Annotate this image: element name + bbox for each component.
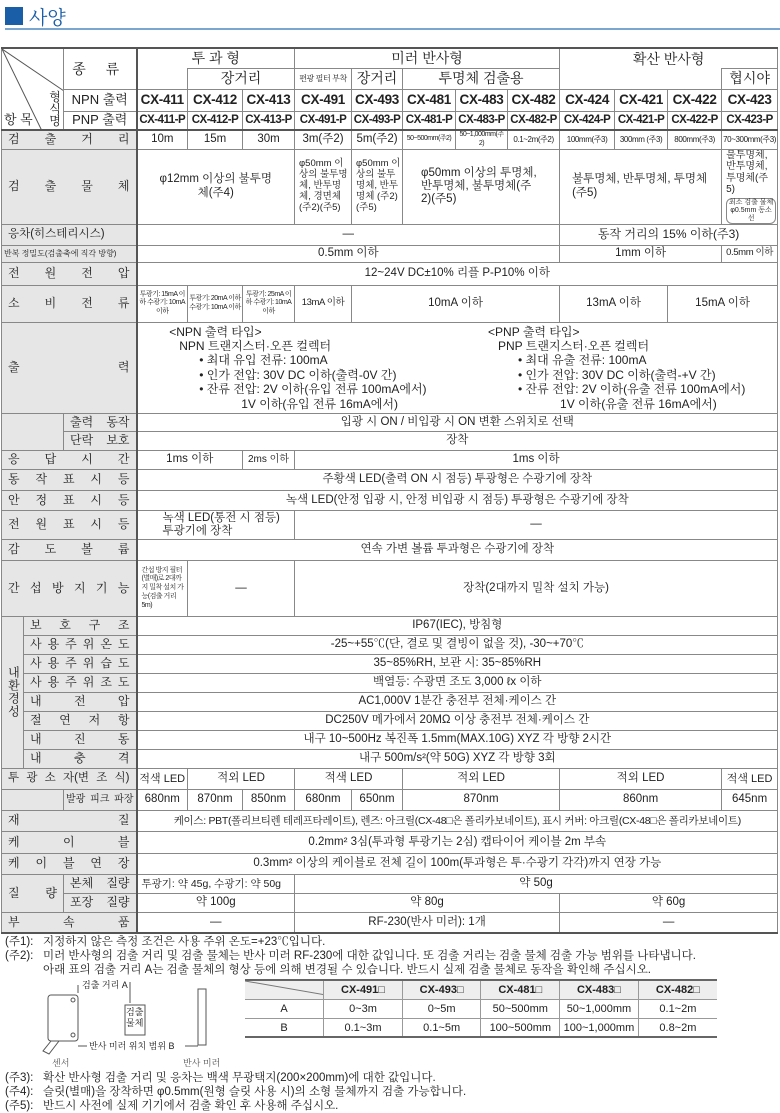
col-header: CX-483□	[560, 980, 639, 999]
spec-value: —	[137, 912, 295, 933]
object-label: 검출 물체	[126, 1007, 144, 1029]
npn-model: CX-411	[137, 89, 188, 111]
spec-value: φ50mm 이상의 투명체, 반투명체, 불투명체(주2)(주5)	[403, 149, 560, 224]
output-line: 1V 이하(유입 전류 16mA에서)	[241, 396, 398, 411]
empty-cell	[560, 68, 722, 89]
note-1	[5, 935, 778, 949]
spec-value: 13mA 이하	[560, 285, 668, 322]
note-text: 반드시 사전에 실제 기기에서 검출 확인 후 사용해 주십시오.	[43, 1100, 339, 1113]
pnp-model: CX-481-P	[403, 111, 456, 130]
row-label: 사 용 주 위 온 도	[24, 635, 137, 654]
output-line: • 인가 전압: 30V DC 이하(출력-+V 간)	[518, 367, 716, 382]
title-text: 사양	[29, 7, 66, 29]
spec-value: —	[295, 510, 778, 539]
corner-cell	[245, 980, 324, 999]
npn-model: CX-423	[722, 89, 778, 111]
label-spacer	[2, 413, 64, 450]
row-label: 전 원 전 압	[2, 262, 137, 285]
spec-value: IP67(IEC), 방침형	[137, 616, 778, 635]
spec-value: 약 100g	[137, 893, 295, 912]
npn-model: CX-422	[668, 89, 722, 111]
row-label: 단락 보호	[64, 431, 137, 450]
spec-value: 약 60g	[560, 893, 778, 912]
spec-value: 0.3mm² 이상의 케이블로 전체 길이 100m(투과형은 투·수광기 각각)까지 연장 가능	[137, 853, 778, 874]
spec-value: φ50mm 이상의 불투명체, 반투명체, 경면체 (주2)(주5)	[295, 149, 352, 224]
npn-model: CX-412	[188, 89, 243, 111]
note-2	[5, 949, 778, 977]
spec-value: 녹색 LED(통전 시 점등) 투광기에 장착	[137, 510, 295, 539]
spec-value: 850nm	[243, 789, 295, 810]
group-diffuse: 확산 반사형	[560, 48, 778, 68]
spec-value: 35~85%RH, 보관 시: 35~85%RH	[137, 654, 778, 673]
subgroup-transparent: 투명체 검출용	[403, 68, 560, 89]
npn-model: CX-413	[243, 89, 295, 111]
spec-value: 간섭 방지 필터(별매)로 2대까지 밀착 설치 가능(검출 거리 5m)	[137, 560, 188, 616]
pnp-model: CX-422-P	[668, 111, 722, 130]
spec-value: 적색 LED	[722, 768, 778, 789]
row-header: A	[245, 999, 324, 1018]
spec-value: 적외 LED	[188, 768, 295, 789]
spec-value: φ50mm 이상의 불투명체, 반투명체 (주2)(주5)	[352, 149, 403, 224]
cell: 0~5m	[402, 999, 481, 1018]
col-header: CX-491□	[324, 980, 403, 999]
spec-value: 0.2mm² 3심(투과형 투광기는 2심) 캡타이어 케이블 2m 부속	[137, 831, 778, 853]
cell: 0.1~5m	[402, 1018, 481, 1037]
output-line: <NPN 출력 타입>	[169, 324, 262, 339]
note-key: (주5):	[5, 1100, 34, 1113]
spec-value: 2ms 이하	[243, 450, 295, 469]
spec-value: 연속 가변 볼륨 투과형은 수광기에 장착	[137, 539, 778, 560]
output-line: 1V 이하(유출 전류 16mA에서)	[560, 396, 717, 411]
min-object-note: 최소 검출 물체 φ0.5mm 동소선	[726, 198, 776, 224]
spec-value: 불투명체, 반투명체, 투명체 (주5)	[560, 149, 722, 224]
spec-value: 내구 10~500Hz 복진폭 1.5mm(MAX.10G) XYZ 각 방향 2시간	[137, 730, 778, 749]
spec-value: 1ms 이하	[137, 450, 243, 469]
spec-value: 13mA 이하	[295, 285, 352, 322]
spec-value: 5m(주2)	[352, 130, 403, 149]
row-label: 감 도 볼 륨	[2, 539, 137, 560]
spec-value: —	[137, 224, 560, 245]
pnp-model: CX-424-P	[560, 111, 615, 130]
spec-value: 650nm	[352, 789, 403, 810]
row-label: 동 작 표 시 등	[2, 469, 137, 490]
spec-value	[722, 149, 778, 224]
header-corner	[2, 48, 64, 130]
mirror-diagram	[35, 979, 235, 1071]
subgroup-long-range-mirror: 장거리	[352, 68, 403, 89]
row-label: 출 력	[2, 322, 137, 413]
pnp-output-block	[488, 325, 745, 411]
output-line: • 인가 전압: 30V DC 이하(출력-0V 간)	[199, 367, 397, 382]
spec-value: 약 80g	[295, 893, 560, 912]
note-3	[5, 1071, 778, 1085]
spec-value: 장착	[137, 431, 778, 450]
spec-value: 백열등: 수광면 조도 3,000 ℓx 이하	[137, 673, 778, 692]
figure-row	[1, 979, 778, 1071]
empty-cell	[137, 68, 188, 89]
distance-a-label: 검출 거리 A	[82, 980, 128, 991]
row-label: 간 섭 방 지 기 능	[2, 560, 137, 616]
note-key: (주2):	[5, 950, 34, 963]
row-label: 출력 동작	[64, 413, 137, 431]
subgroup-long-range: 장거리	[188, 68, 295, 89]
output-line: NPN 트랜지스터·오픈 컬렉터	[179, 339, 332, 354]
col-header: CX-482□	[638, 980, 717, 999]
npn-model: CX-491	[295, 89, 352, 111]
spec-value: 적색 LED	[137, 768, 188, 789]
pnp-label: PNP 출력	[64, 111, 137, 130]
row-label: 검 출 거 리	[2, 130, 137, 149]
spec-value: 녹색 LED(안정 입광 시, 안정 비입광 시 점등) 투광형은 수광기에 장착	[137, 490, 778, 510]
spec-value: 860nm	[560, 789, 722, 810]
npn-model: CX-481	[403, 89, 456, 111]
row-label: 사 용 주 위 습 도	[24, 654, 137, 673]
row-label: 보 호 구 조	[24, 616, 137, 635]
output-line: • 최대 유출 전류: 100mA	[518, 353, 647, 368]
spec-value: 내구 500m/s²(약 50G) XYZ 각 방향 3회	[137, 749, 778, 768]
npn-model: CX-424	[560, 89, 615, 111]
corner-diagonal	[245, 981, 323, 1000]
row-label: 안 정 표 시 등	[2, 490, 137, 510]
spec-value: φ12mm 이상의 불투명체(주4)	[137, 149, 295, 224]
note-text: 지정하지 않은 측정 조건은 사용 주위 온도=+23℃입니다.	[43, 936, 326, 949]
output-line: • 최대 유입 전류: 100mA	[199, 353, 328, 368]
group-mirror: 미러 반사형	[295, 48, 560, 68]
pnp-model: CX-412-P	[188, 111, 243, 130]
spec-value: 10m	[137, 130, 188, 149]
section-title	[5, 4, 66, 28]
spec-value: 1ms 이하	[295, 450, 778, 469]
row-label: 포장 질량	[64, 893, 137, 912]
row-label: 내 전 압	[24, 692, 137, 711]
output-line: <PNP 출력 타입>	[488, 324, 580, 339]
spec-value: —	[560, 912, 778, 933]
cell: 50~1,000mm	[560, 999, 639, 1018]
row-label: 발광 피크 파장	[64, 789, 137, 810]
note-text: 슬릿(별매)을 장착하면 φ0.5mm(원형 슬릿 사용 시)의 소형 물체까지 검출 가능합니다.	[43, 1086, 467, 1099]
pnp-model: CX-411-P	[137, 111, 188, 130]
spec-value: 투광기: 15mA 이하 수광기: 10mA 이하	[137, 285, 188, 322]
npn-model: CX-482	[508, 89, 560, 111]
spec-value: 장착(2대까지 밀착 설치 가능)	[295, 560, 778, 616]
spec-value: 케이스: PBT(폴리브티렌 테레프타레이트), 렌즈: 아크릴(CX-48□은 폴리카보네이트), 표시 커버: 아크릴(CX-48□은 폴리카보네이트)	[137, 810, 778, 831]
spec-value: 645nm	[722, 789, 778, 810]
sensor-label: 센서	[52, 1058, 70, 1069]
spec-value: 10mA 이하	[352, 285, 560, 322]
pnp-model: CX-482-P	[508, 111, 560, 130]
note-text: 아래 표의 검출 거리 A는 검출 물체의 형상 등에 의해 변경될 수 있습니다. 반드시 실제 검출 물체로 동작을 확인해 주십시오.	[43, 964, 651, 977]
spec-value: 주황색 LED(출력 ON 시 점등) 투광형은 수광기에 장착	[137, 469, 778, 490]
spec-value-text: 불투명체, 반투명체, 투명체(주5)	[726, 149, 769, 195]
pnp-model: CX-421-P	[615, 111, 668, 130]
row-label: 검 출 물 체	[2, 149, 137, 224]
spec-value: AC1,000V 1분간 충전부 전체·케이스 간	[137, 692, 778, 711]
row-label: 사 용 주 위 조 도	[24, 673, 137, 692]
label-spacer	[2, 789, 64, 810]
output-line: • 잔류 전압: 2V 이하(유입 전류 100mA에서)	[199, 382, 427, 397]
cell: 0.8~2m	[638, 1018, 717, 1037]
env-group-label: 내환경성	[2, 616, 24, 768]
subgroup-narrow: 협시야	[722, 68, 778, 89]
pnp-model: CX-483-P	[456, 111, 508, 130]
spec-value: 680nm	[137, 789, 188, 810]
range-b-label: 반사 미러 위치 범위 B	[89, 1041, 175, 1052]
note-4	[5, 1085, 778, 1099]
spec-value: RF-230(반사 미러): 1개	[295, 912, 560, 933]
spec-value: 0.5mm 이하	[722, 245, 778, 262]
spec-value: 870nm	[188, 789, 243, 810]
spec-value: 800mm(주3)	[668, 130, 722, 149]
spec-value: 70~300mm(주3)	[722, 130, 778, 149]
row-label: 본체 질량	[64, 874, 137, 893]
spec-value: 투광기: 25mA 이하 수광기: 10mA 이하	[243, 285, 295, 322]
spec-value: 0.1~2m(주2)	[508, 130, 560, 149]
cell: 0~3m	[324, 999, 403, 1018]
npn-model: CX-483	[456, 89, 508, 111]
row-label: 케 이 블 연 장	[2, 853, 137, 874]
spec-value: 300mm (주3)	[615, 130, 668, 149]
row-label: 질 량	[2, 874, 64, 912]
npn-label: NPN 출력	[64, 89, 137, 111]
item-label: 항 목	[4, 112, 33, 128]
spec-value: 30m	[243, 130, 295, 149]
note-5	[5, 1099, 778, 1113]
pnp-model: CX-493-P	[352, 111, 403, 130]
spec-table	[1, 47, 778, 934]
row-label: 내 충 격	[24, 749, 137, 768]
title-underline	[5, 28, 780, 30]
subgroup-polarizing: 편광 필터 부착	[295, 68, 352, 89]
content-flow	[1, 47, 778, 1113]
row-label: 투 광 소 자(변 조 식)	[2, 768, 137, 789]
spec-value: 0.5mm 이하	[137, 245, 560, 262]
spec-value: 50~500mm(주2)	[403, 130, 456, 149]
spec-value: 약 50g	[295, 874, 778, 893]
title-square-icon	[5, 7, 23, 25]
spec-value: 투광기: 약 45g, 수광기: 약 50g	[137, 874, 295, 893]
mirror-label: 반사 미러	[183, 1058, 221, 1069]
row-label: 내 진 동	[24, 730, 137, 749]
spec-value: 적외 LED	[560, 768, 722, 789]
cell: 0.1~3m	[324, 1018, 403, 1037]
output-spec	[137, 322, 778, 413]
note-text: 미러 반사형의 검출 거리 및 검출 물체는 반사 미러 RF-230에 대한 값입니다. 또 검출 거리는 검출 물체 검출 가능 범위를 나타냅니다.	[43, 950, 696, 963]
kind-label: 종 류	[64, 48, 137, 89]
spec-value: 투광기: 20mA 이하 수광기: 10mA 이하	[188, 285, 243, 322]
output-line: PNP 트랜지스터·오픈 컬렉터	[498, 339, 650, 354]
row-header: B	[245, 1018, 324, 1037]
pnp-model: CX-423-P	[722, 111, 778, 130]
cell: 0.1~2m	[638, 999, 717, 1018]
output-line: • 잔류 전압: 2V 이하(유출 전류 100mA에서)	[518, 382, 746, 397]
row-label: 소 비 전 류	[2, 285, 137, 322]
row-label: 절 연 저 항	[24, 711, 137, 730]
row-label: 반복 정밀도(검출축에 직각 방향)	[2, 245, 137, 262]
npn-model: CX-493	[352, 89, 403, 111]
spec-value: 적외 LED	[403, 768, 560, 789]
spec-value: 적색 LED	[295, 768, 403, 789]
row-label: 전 원 표 시 등	[2, 510, 137, 539]
note-key: (주3):	[5, 1072, 34, 1085]
cell: 100~500mm	[481, 1018, 560, 1037]
npn-output-block	[169, 325, 426, 411]
spec-value: 15mA 이하	[668, 285, 778, 322]
distance-table	[245, 979, 717, 1038]
note-text: 확산 반사형 검출 거리 및 응차는 백색 무광택지(200×200mm)에 대한 값입니다.	[43, 1072, 436, 1085]
group-transmissive: 투 과 형	[137, 48, 295, 68]
spec-value: 12~24V DC±10% 리플 P-P10% 이하	[137, 262, 778, 285]
spec-value: 870nm	[403, 789, 560, 810]
spec-value: 입광 시 ON / 비입광 시 ON 변환 스위치로 선택	[137, 413, 778, 431]
row-label: 재 질	[2, 810, 137, 831]
spec-value: 동작 거리의 15% 이하(주3)	[560, 224, 778, 245]
spec-value: 3m(주2)	[295, 130, 352, 149]
model-label: 형식명	[49, 90, 61, 128]
note-key: (주1):	[5, 936, 34, 949]
cell: 50~500mm	[481, 999, 560, 1018]
row-label: 응 답 시 간	[2, 450, 137, 469]
row-label: 부 속 품	[2, 912, 137, 933]
npn-model: CX-421	[615, 89, 668, 111]
spec-value: 15m	[188, 130, 243, 149]
spec-value: —	[188, 560, 295, 616]
spec-value: 1mm 이하	[560, 245, 722, 262]
spec-value: -25~+55℃(단, 결로 및 결빙이 없을 것), -30~+70℃	[137, 635, 778, 654]
spec-value: 680nm	[295, 789, 352, 810]
cell: 100~1,000mm	[560, 1018, 639, 1037]
spec-value: DC250V 메가에서 20MΩ 이상 충전부 전체·케이스 간	[137, 711, 778, 730]
row-label: 케 이 블	[2, 831, 137, 853]
row-label: 응차(히스테리시스)	[2, 224, 137, 245]
spec-value: 50~1,000mm(주2)	[456, 130, 508, 149]
col-header: CX-481□	[481, 980, 560, 999]
pnp-model: CX-413-P	[243, 111, 295, 130]
pnp-model: CX-491-P	[295, 111, 352, 130]
col-header: CX-493□	[402, 980, 481, 999]
note-key: (주4):	[5, 1086, 34, 1099]
spec-value: 100mm(주3)	[560, 130, 615, 149]
